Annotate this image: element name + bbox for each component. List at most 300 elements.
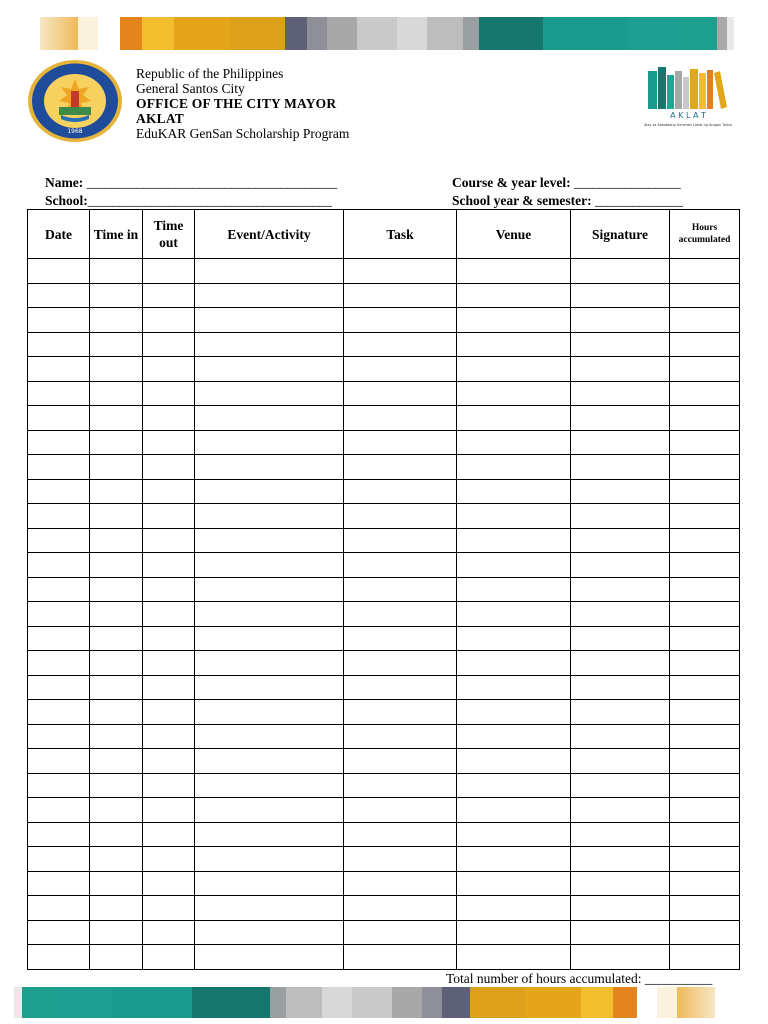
- table-cell[interactable]: [571, 381, 670, 406]
- column-header-event-activity: Event/Activity: [195, 210, 344, 259]
- table-cell[interactable]: [90, 406, 143, 431]
- table-row: [28, 675, 740, 700]
- table-cell[interactable]: [143, 259, 195, 284]
- table-cell[interactable]: [195, 308, 344, 333]
- table-cell[interactable]: [670, 847, 740, 872]
- table-cell[interactable]: [28, 381, 90, 406]
- table-cell[interactable]: [143, 406, 195, 431]
- table-cell[interactable]: [143, 675, 195, 700]
- table-cell[interactable]: [344, 773, 457, 798]
- aklat-tagline: Alay sa Kabataang Generals Lahat ng Aragan Talino: [644, 123, 732, 127]
- school-year-semester-line[interactable]: ______________: [594, 193, 683, 208]
- table-cell[interactable]: [457, 773, 571, 798]
- table-cell[interactable]: [670, 700, 740, 725]
- table-row: [28, 773, 740, 798]
- table-cell[interactable]: [90, 430, 143, 455]
- table-cell[interactable]: [670, 871, 740, 896]
- table-cell[interactable]: [143, 528, 195, 553]
- table-cell[interactable]: [28, 773, 90, 798]
- table-cell[interactable]: [90, 773, 143, 798]
- table-cell[interactable]: [195, 455, 344, 480]
- table-cell[interactable]: [90, 479, 143, 504]
- table-cell[interactable]: [344, 406, 457, 431]
- table-cell[interactable]: [670, 749, 740, 774]
- table-cell[interactable]: [90, 945, 143, 970]
- table-cell[interactable]: [344, 479, 457, 504]
- letterhead-program: EduKAR GenSan Scholarship Program: [136, 126, 350, 141]
- table-cell[interactable]: [670, 528, 740, 553]
- table-cell[interactable]: [143, 896, 195, 921]
- table-row: [28, 700, 740, 725]
- table-cell[interactable]: [670, 259, 740, 284]
- table-cell[interactable]: [28, 479, 90, 504]
- table-cell[interactable]: [28, 577, 90, 602]
- table-cell[interactable]: [344, 283, 457, 308]
- table-cell[interactable]: [195, 798, 344, 823]
- table-cell[interactable]: [28, 553, 90, 578]
- table-cell[interactable]: [143, 553, 195, 578]
- table-cell[interactable]: [28, 332, 90, 357]
- table-cell[interactable]: [28, 847, 90, 872]
- table-cell[interactable]: [670, 357, 740, 382]
- table-cell[interactable]: [143, 308, 195, 333]
- table-cell[interactable]: [457, 259, 571, 284]
- table-cell[interactable]: [28, 920, 90, 945]
- table-cell[interactable]: [344, 626, 457, 651]
- table-cell[interactable]: [571, 406, 670, 431]
- table-cell[interactable]: [457, 553, 571, 578]
- table-cell[interactable]: [571, 577, 670, 602]
- table-cell[interactable]: [28, 651, 90, 676]
- table-cell[interactable]: [28, 871, 90, 896]
- table-cell[interactable]: [90, 553, 143, 578]
- table-cell[interactable]: [195, 553, 344, 578]
- table-cell[interactable]: [195, 479, 344, 504]
- table-cell[interactable]: [457, 308, 571, 333]
- table-cell[interactable]: [457, 871, 571, 896]
- table-cell[interactable]: [195, 626, 344, 651]
- table-row: [28, 308, 740, 333]
- table-cell[interactable]: [457, 455, 571, 480]
- table-cell[interactable]: [571, 308, 670, 333]
- table-cell[interactable]: [90, 602, 143, 627]
- table-cell[interactable]: [344, 920, 457, 945]
- table-cell[interactable]: [344, 455, 457, 480]
- table-cell[interactable]: [195, 332, 344, 357]
- school-label: School:: [45, 193, 88, 208]
- table-row: [28, 626, 740, 651]
- table-cell[interactable]: [195, 430, 344, 455]
- city-seal-icon: [27, 59, 123, 143]
- table-body: [28, 259, 740, 970]
- table-row: [28, 920, 740, 945]
- column-header-signature: Signature: [571, 210, 670, 259]
- table-cell[interactable]: [90, 577, 143, 602]
- table-cell[interactable]: [344, 430, 457, 455]
- table-cell[interactable]: [143, 504, 195, 529]
- table-cell[interactable]: [571, 553, 670, 578]
- total-hours-label: Total number of hours accumulated:: [446, 971, 642, 986]
- bottom-color-band: [14, 987, 754, 1018]
- table-cell[interactable]: [195, 259, 344, 284]
- table-cell[interactable]: [143, 602, 195, 627]
- table-cell[interactable]: [457, 724, 571, 749]
- table-cell[interactable]: [457, 332, 571, 357]
- table-cell[interactable]: [571, 822, 670, 847]
- table-cell[interactable]: [344, 259, 457, 284]
- table-cell[interactable]: [143, 651, 195, 676]
- table-cell[interactable]: [90, 871, 143, 896]
- table-cell[interactable]: [143, 577, 195, 602]
- table-cell[interactable]: [571, 626, 670, 651]
- table-cell[interactable]: [90, 283, 143, 308]
- table-cell[interactable]: [90, 259, 143, 284]
- table-cell[interactable]: [90, 528, 143, 553]
- table-row: [28, 357, 740, 382]
- table-cell[interactable]: [571, 651, 670, 676]
- table-cell[interactable]: [28, 675, 90, 700]
- table-cell[interactable]: [457, 602, 571, 627]
- table-cell[interactable]: [571, 724, 670, 749]
- table-cell[interactable]: [143, 798, 195, 823]
- table-cell[interactable]: [28, 945, 90, 970]
- table-cell[interactable]: [457, 847, 571, 872]
- table-cell[interactable]: [344, 871, 457, 896]
- table-cell[interactable]: [28, 724, 90, 749]
- table-cell[interactable]: [670, 920, 740, 945]
- table-cell[interactable]: [143, 871, 195, 896]
- table-cell[interactable]: [195, 504, 344, 529]
- letterhead-city: General Santos City: [136, 81, 245, 96]
- table-cell[interactable]: [143, 847, 195, 872]
- table-cell[interactable]: [143, 430, 195, 455]
- letterhead-program-short: AKLAT: [136, 111, 185, 126]
- table-row: [28, 406, 740, 431]
- table-cell[interactable]: [457, 406, 571, 431]
- table-cell[interactable]: [28, 896, 90, 921]
- table-cell[interactable]: [143, 920, 195, 945]
- table-cell[interactable]: [457, 651, 571, 676]
- table-row: [28, 798, 740, 823]
- table-cell[interactable]: [670, 602, 740, 627]
- table-cell[interactable]: [28, 406, 90, 431]
- table-cell[interactable]: [195, 528, 344, 553]
- table-cell[interactable]: [670, 945, 740, 970]
- table-cell[interactable]: [670, 675, 740, 700]
- table-cell[interactable]: [90, 651, 143, 676]
- table-cell[interactable]: [344, 381, 457, 406]
- name-line[interactable]: ________________________________________: [86, 175, 337, 190]
- letterhead: [136, 66, 349, 141]
- table-cell[interactable]: [670, 724, 740, 749]
- table-cell[interactable]: [571, 675, 670, 700]
- table-cell[interactable]: [670, 896, 740, 921]
- table-cell[interactable]: [195, 602, 344, 627]
- table-cell[interactable]: [143, 455, 195, 480]
- table-cell[interactable]: [90, 308, 143, 333]
- name-label: Name:: [45, 175, 84, 190]
- table-cell[interactable]: [571, 504, 670, 529]
- table-cell[interactable]: [670, 332, 740, 357]
- table-cell[interactable]: [344, 577, 457, 602]
- column-header-time-in: Time in: [90, 210, 143, 259]
- table-cell[interactable]: [457, 577, 571, 602]
- table-cell[interactable]: [344, 553, 457, 578]
- table-cell[interactable]: [344, 504, 457, 529]
- table-cell[interactable]: [571, 773, 670, 798]
- table-cell[interactable]: [90, 798, 143, 823]
- table-row: [28, 283, 740, 308]
- table-cell[interactable]: [571, 700, 670, 725]
- total-hours-field[interactable]: [446, 971, 712, 987]
- table-cell[interactable]: [571, 332, 670, 357]
- letterhead-country: Republic of the Philippines: [136, 66, 284, 81]
- table-cell[interactable]: [670, 430, 740, 455]
- course-year-line[interactable]: _________________: [573, 175, 681, 190]
- table-cell[interactable]: [143, 724, 195, 749]
- table-cell[interactable]: [143, 332, 195, 357]
- school-field[interactable]: [45, 193, 332, 209]
- table-cell[interactable]: [571, 798, 670, 823]
- table-cell[interactable]: [90, 847, 143, 872]
- table-cell[interactable]: [670, 381, 740, 406]
- table-cell[interactable]: [457, 798, 571, 823]
- table-cell[interactable]: [28, 357, 90, 382]
- table-cell[interactable]: [670, 479, 740, 504]
- total-hours-line[interactable]: __________: [644, 971, 713, 986]
- activity-log-table: [27, 209, 740, 970]
- table-cell[interactable]: [143, 381, 195, 406]
- table-cell[interactable]: [344, 896, 457, 921]
- table-row: [28, 724, 740, 749]
- table-row: [28, 504, 740, 529]
- table-cell[interactable]: [90, 504, 143, 529]
- column-header-date: Date: [28, 210, 90, 259]
- table-cell[interactable]: [571, 455, 670, 480]
- table-row: [28, 479, 740, 504]
- table-row: [28, 602, 740, 627]
- school-line[interactable]: _______________________________________: [87, 193, 332, 208]
- table-cell[interactable]: [571, 357, 670, 382]
- table-cell[interactable]: [457, 381, 571, 406]
- table-cell[interactable]: [90, 675, 143, 700]
- table-cell[interactable]: [28, 430, 90, 455]
- table-cell[interactable]: [195, 896, 344, 921]
- table-row: [28, 259, 740, 284]
- table-cell[interactable]: [90, 700, 143, 725]
- table-cell[interactable]: [344, 945, 457, 970]
- table-cell[interactable]: [670, 504, 740, 529]
- table-cell[interactable]: [457, 357, 571, 382]
- table-cell[interactable]: [28, 798, 90, 823]
- table-cell[interactable]: [28, 749, 90, 774]
- table-cell[interactable]: [670, 283, 740, 308]
- table-cell[interactable]: [457, 283, 571, 308]
- table-cell[interactable]: [195, 283, 344, 308]
- table-cell[interactable]: [90, 332, 143, 357]
- table-row: [28, 945, 740, 970]
- table-cell[interactable]: [143, 773, 195, 798]
- table-cell[interactable]: [457, 896, 571, 921]
- column-header-task: Task: [344, 210, 457, 259]
- table-cell[interactable]: [457, 479, 571, 504]
- column-header-hours-accumulated: Hours accumulated: [670, 210, 740, 259]
- course-year-label: Course & year level:: [452, 175, 571, 190]
- table-cell[interactable]: [344, 700, 457, 725]
- table-row: [28, 577, 740, 602]
- name-field[interactable]: [45, 175, 337, 191]
- table-cell[interactable]: [670, 406, 740, 431]
- table-cell[interactable]: [28, 602, 90, 627]
- column-header-time-out: Time out: [143, 210, 195, 259]
- table-cell[interactable]: [195, 724, 344, 749]
- table-cell[interactable]: [195, 822, 344, 847]
- table-cell[interactable]: [90, 381, 143, 406]
- table-row: [28, 822, 740, 847]
- table-row: [28, 430, 740, 455]
- table-row: [28, 896, 740, 921]
- school-year-semester-label: School year & semester:: [452, 193, 592, 208]
- table-cell[interactable]: [195, 406, 344, 431]
- table-cell[interactable]: [457, 528, 571, 553]
- table-cell[interactable]: [344, 357, 457, 382]
- table-cell[interactable]: [195, 675, 344, 700]
- table-cell[interactable]: [571, 847, 670, 872]
- table-cell[interactable]: [571, 602, 670, 627]
- table-cell[interactable]: [670, 626, 740, 651]
- table-cell[interactable]: [143, 822, 195, 847]
- table-cell[interactable]: [28, 455, 90, 480]
- table-row: [28, 847, 740, 872]
- table-header-row: [28, 210, 740, 259]
- table-cell[interactable]: [457, 626, 571, 651]
- table-row: [28, 332, 740, 357]
- table-cell[interactable]: [143, 357, 195, 382]
- table-row: [28, 651, 740, 676]
- table-cell[interactable]: [571, 945, 670, 970]
- table-cell[interactable]: [195, 357, 344, 382]
- table-cell[interactable]: [670, 773, 740, 798]
- table-cell[interactable]: [457, 822, 571, 847]
- table-cell[interactable]: [195, 651, 344, 676]
- table-cell[interactable]: [195, 945, 344, 970]
- table-row: [28, 553, 740, 578]
- table-cell[interactable]: [28, 700, 90, 725]
- table-cell[interactable]: [571, 896, 670, 921]
- table-cell[interactable]: [195, 381, 344, 406]
- table-cell[interactable]: [670, 455, 740, 480]
- table-row: [28, 749, 740, 774]
- table-cell[interactable]: [344, 602, 457, 627]
- table-cell[interactable]: [143, 945, 195, 970]
- table-cell[interactable]: [670, 651, 740, 676]
- table-cell[interactable]: [571, 430, 670, 455]
- table-cell[interactable]: [344, 528, 457, 553]
- table-cell[interactable]: [28, 283, 90, 308]
- table-cell[interactable]: [457, 700, 571, 725]
- table-cell[interactable]: [457, 675, 571, 700]
- table-cell[interactable]: [457, 430, 571, 455]
- table-cell[interactable]: [195, 920, 344, 945]
- table-cell[interactable]: [28, 308, 90, 333]
- table-cell[interactable]: [143, 283, 195, 308]
- table-cell[interactable]: [670, 553, 740, 578]
- table-cell[interactable]: [344, 332, 457, 357]
- table-cell[interactable]: [571, 259, 670, 284]
- table-cell[interactable]: [344, 308, 457, 333]
- table-cell[interactable]: [90, 896, 143, 921]
- table-cell[interactable]: [90, 626, 143, 651]
- table-cell[interactable]: [670, 577, 740, 602]
- course-year-field[interactable]: [452, 175, 680, 191]
- table-row: [28, 871, 740, 896]
- table-cell[interactable]: [670, 308, 740, 333]
- table-cell[interactable]: [195, 749, 344, 774]
- table-cell[interactable]: [143, 479, 195, 504]
- table-cell[interactable]: [670, 798, 740, 823]
- table-cell[interactable]: [344, 724, 457, 749]
- table-cell[interactable]: [344, 798, 457, 823]
- table-cell[interactable]: [195, 847, 344, 872]
- letterhead-office: OFFICE OF THE CITY MAYOR: [136, 96, 337, 111]
- table-cell[interactable]: [571, 283, 670, 308]
- table-cell[interactable]: [28, 626, 90, 651]
- table-cell[interactable]: [90, 357, 143, 382]
- table-cell[interactable]: [344, 651, 457, 676]
- table-cell[interactable]: [143, 749, 195, 774]
- table-row: [28, 455, 740, 480]
- school-year-semester-field[interactable]: [452, 193, 682, 209]
- table-cell[interactable]: [457, 504, 571, 529]
- table-cell[interactable]: [571, 749, 670, 774]
- table-cell[interactable]: [90, 749, 143, 774]
- table-cell[interactable]: [344, 675, 457, 700]
- table-cell[interactable]: [28, 504, 90, 529]
- column-header-venue: Venue: [457, 210, 571, 259]
- aklat-wordmark: A K L A T: [670, 111, 706, 120]
- table-cell[interactable]: [143, 700, 195, 725]
- table-cell[interactable]: [90, 822, 143, 847]
- table-cell[interactable]: [344, 822, 457, 847]
- table-cell[interactable]: [344, 847, 457, 872]
- table-cell[interactable]: [28, 259, 90, 284]
- table-cell[interactable]: [670, 822, 740, 847]
- table-cell[interactable]: [457, 749, 571, 774]
- table-row: [28, 528, 740, 553]
- table-cell[interactable]: [28, 528, 90, 553]
- table-cell[interactable]: [195, 577, 344, 602]
- table-cell[interactable]: [344, 749, 457, 774]
- seal-year: 1968: [67, 128, 83, 135]
- aklat-logo-icon: [630, 67, 742, 129]
- table-cell[interactable]: [571, 871, 670, 896]
- table-cell[interactable]: [571, 920, 670, 945]
- table-cell[interactable]: [143, 626, 195, 651]
- table-cell[interactable]: [571, 479, 670, 504]
- table-cell[interactable]: [90, 920, 143, 945]
- table-cell[interactable]: [28, 822, 90, 847]
- table-cell[interactable]: [457, 945, 571, 970]
- table-cell[interactable]: [90, 455, 143, 480]
- table-cell[interactable]: [195, 871, 344, 896]
- table-cell[interactable]: [457, 920, 571, 945]
- table-cell[interactable]: [571, 528, 670, 553]
- top-color-band: [14, 17, 754, 50]
- table-cell[interactable]: [195, 700, 344, 725]
- table-row: [28, 381, 740, 406]
- table-cell[interactable]: [90, 724, 143, 749]
- table-cell[interactable]: [195, 773, 344, 798]
